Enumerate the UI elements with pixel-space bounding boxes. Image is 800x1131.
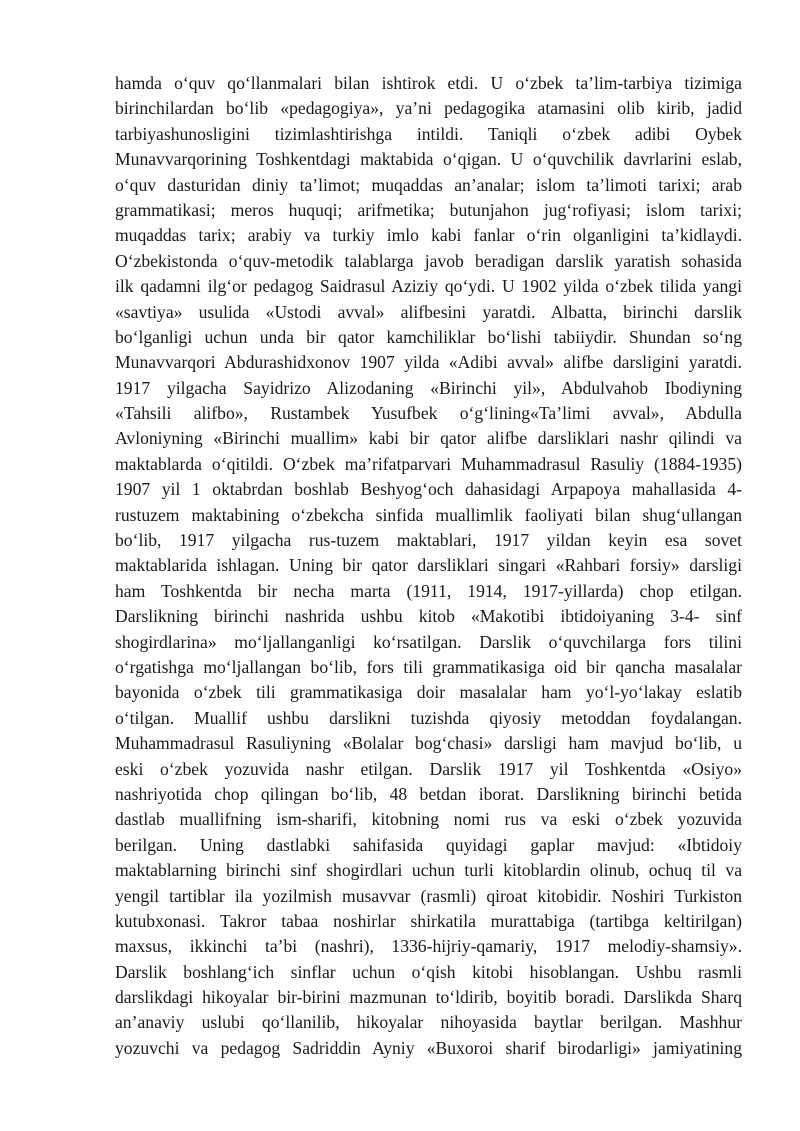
text-line: maxsus, ikkinchi ta’bi (nashri), 1336-hijriy-qamariy, 1917 melodiy-shamsiy». — [115, 936, 742, 957]
text-line: Munavvarqorining Toshkentdagi maktabida o‘qigan. U o‘quvchilik davrlarini eslab, — [115, 149, 742, 170]
text-line: shogirdlarina» mo‘ljallanganligi ko‘rsatilgan. Darslik o‘quvchilarga fors tilini — [115, 631, 742, 652]
text-line: Darslikning birinchi nashrida ushbu kitob «Makotibi ibtidoiyaning 3-4- sinf — [115, 606, 742, 627]
text-line: rustuzem maktabining o‘zbekcha sinfida muallimlik faoliyati bilan shug‘ullangan — [115, 504, 742, 525]
text-line: an’anaviy uslubi qo‘llanilib, hikoyalar nihoyasida baytlar berilgan. Mashhur — [115, 1012, 742, 1033]
text-line: nashriyotida chop qilingan bo‘lib, 48 betdan iborat. Darslikning birinchi betida — [115, 783, 742, 804]
text-line: birinchilardan bo‘lib «pedagogiya», ya’ni pedagogika atamasini olib kirib, jadid — [115, 98, 742, 119]
text-line: grammatikasi; meros huquqi; arifmetika; butunjahon jug‘rofiyasi; islom tarixi; — [115, 199, 742, 220]
text-line: bayonida o‘zbek tili grammatikasiga doir masalalar ham yo‘l-yo‘lakay eslatib — [115, 682, 742, 703]
text-line: dastlab muallifning ism-sharifi, kitobning nomi rus va eski o‘zbek yozuvida — [115, 809, 742, 830]
text-line: o‘rgatishga mo‘ljallangan bo‘lib, fors tili grammatikasiga oid bir qancha masalalar — [115, 656, 742, 677]
document-page — [115, 71, 742, 1061]
text-line: 1917 yilgacha Sayidrizo Alizodaning «Birinchi yil», Abdulvahob Ibodiyning — [115, 377, 742, 398]
text-line: muqaddas tarix; arabiy va turkiy imlo kabi fanlar o‘rin olganligini ta’kidlaydi. — [115, 225, 742, 246]
text-line: ham Toshkentda bir necha marta (1911, 1914, 1917-yillarda) chop etilgan. — [115, 580, 742, 601]
text-line: eski o‘zbek yozuvida nashr etilgan. Darslik 1917 yil Toshkentda «Osiyo» — [115, 758, 742, 779]
text-line: «savtiya» usulida «Ustodi avval» alifbesini yaratdi. Albatta, birinchi darslik — [115, 301, 742, 322]
text-line: yengil tartiblar ila yozilmish musavvar (rasmli) qiroat kitobidir. Noshiri Turkiston — [115, 885, 742, 906]
text-line: ilk qadamni ilg‘or pedagog Saidrasul Aziziy qo‘ydi. U 1902 yilda o‘zbek tilida yangi — [115, 276, 742, 297]
text-line: berilgan. Uning dastlabki sahifasida quyidagi gaplar mavjud: «Ibtidoiy — [115, 834, 742, 855]
text-line: darslikdagi hikoyalar bir-birini mazmunan to‘ldirib, boyitib boradi. Darslikda Sharq — [115, 987, 742, 1008]
text-line: o‘quv dasturidan diniy ta’limot; muqaddas an’analar; islom ta’limoti tarixi; arab — [115, 174, 742, 195]
text-line: maktablarida ishlagan. Uning bir qator darsliklari singari «Rahbari forsiy» darsligi — [115, 555, 742, 576]
text-line: Muhammadrasul Rasuliyning «Bolalar bog‘chasi» darsligi ham mavjud bo‘lib, u — [115, 733, 742, 754]
body-text — [115, 71, 742, 1061]
text-line: bo‘lganligi uchun unda bir qator kamchiliklar bo‘lishi tabiiydir. Shundan so‘ng — [115, 326, 742, 347]
text-line: maktablarning birinchi sinf shogirdlari uchun turli kitoblardin olinub, ochuq til va — [115, 860, 742, 881]
text-line: Avloniyning «Birinchi muallim» kabi bir qator alifbe darsliklari nashr qilindi va — [115, 428, 742, 449]
text-line: bo‘lib, 1917 yilgacha rus-tuzem maktablari, 1917 yildan keyin esa sovet — [115, 530, 742, 551]
text-line: «Tahsili alifbo», Rustambek Yusufbek o‘g‘lining«Ta’limi avval», Abdulla — [115, 403, 742, 424]
text-line: O‘zbekistonda o‘quv-metodik talablarga javob beradigan darslik yaratish sohasida — [115, 250, 742, 271]
text-line: maktablarda o‘qitildi. O‘zbek ma’rifatparvari Muhammadrasul Rasuliy (1884-1935) — [115, 453, 742, 474]
text-line: kutubxonasi. Takror tabaa noshirlar shirkatila murattabiga (tartibga keltirilgan) — [115, 910, 742, 931]
text-line: tarbiyashunosligini tizimlashtirishga intildi. Taniqli o‘zbek adibi Oybek — [115, 123, 742, 144]
text-line: Darslik boshlang‘ich sinflar uchun o‘qish kitobi hisoblangan. Ushbu rasmli — [115, 961, 742, 982]
text-line: yozuvchi va pedagog Sadriddin Ayniy «Buxoroi sharif birodarligi» jamiyatining — [115, 1037, 742, 1058]
text-line: Munavvarqori Abdurashidxonov 1907 yilda «Adibi avval» alifbe darsligini yaratdi. — [115, 352, 742, 373]
text-line: 1907 yil 1 oktabrdan boshlab Beshyog‘och dahasidagi Arpapoya mahallasida 4- — [115, 479, 742, 500]
text-line: hamda o‘quv qo‘llanmalari bilan ishtirok etdi. U o‘zbek ta’lim-tarbiya tizimiga — [115, 73, 742, 93]
text-line: o‘tilgan. Muallif ushbu darslikni tuzishda qiyosiy metoddan foydalangan. — [115, 707, 742, 728]
